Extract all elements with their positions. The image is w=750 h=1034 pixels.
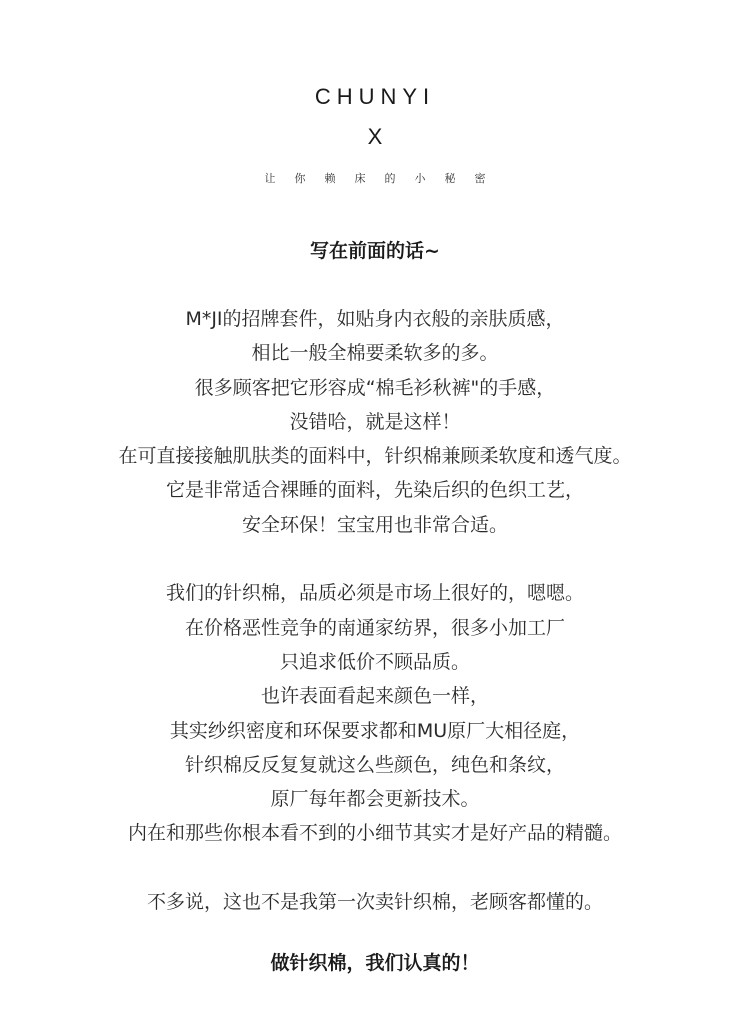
text-line: 不多说，这也不是我第一次卖针织棉，老顾客都懂的。 bbox=[146, 891, 603, 914]
text-line: 只追求低价不顾品质。 bbox=[279, 650, 470, 673]
brand-cross-mark: X bbox=[367, 124, 383, 149]
text-line: 相比一般全棉要柔软多的多。 bbox=[251, 342, 499, 365]
section-heading: 写在前面的话~ bbox=[310, 240, 440, 262]
text-line: 原厂每年都会更新技术。 bbox=[270, 788, 480, 811]
text-line: 我们的针织棉，品质必须是市场上很好的，嗯嗯。 bbox=[165, 582, 584, 605]
paragraph-gap bbox=[0, 542, 750, 576]
paragraph-gap bbox=[0, 851, 750, 885]
closing-statement: 做针织棉，我们认真的！ bbox=[270, 952, 480, 974]
text-line: 很多顾客把它形容成“棉毛衫秋裤"的手感， bbox=[194, 376, 556, 399]
text-line: M*JI的招牌套件，如贴身内衣般的亲肤质感， bbox=[185, 308, 565, 330]
text-line: 针织棉反反复复就这么些颜色，纯色和条纹， bbox=[184, 753, 565, 776]
text-line: 在价格恶性竞争的南通家纺界，很多小加工厂 bbox=[184, 616, 565, 639]
text-line: 也许表面看起来颜色一样， bbox=[260, 685, 489, 708]
brand-title: CHUNYI bbox=[314, 84, 436, 109]
text-line: 在可直接接触肌肤类的面料中，针织棉兼顾柔软度和透气度。 bbox=[118, 445, 632, 468]
brand-tagline: 让你赖床的小秘密 bbox=[264, 172, 505, 185]
text-line: 它是非常适合裸睡的面料，先染后织的色织工艺， bbox=[165, 479, 584, 502]
text-line: 内在和那些你根本看不到的小细节其实才是好产品的精髓。 bbox=[127, 822, 622, 845]
text-line: 其实纱织密度和环保要求都和MU原厂大相径庭， bbox=[169, 719, 581, 742]
text-line: 没错哈，就是这样！ bbox=[289, 410, 461, 433]
body-text bbox=[0, 302, 750, 919]
text-line: 安全环保！宝宝用也非常合适。 bbox=[241, 513, 508, 536]
